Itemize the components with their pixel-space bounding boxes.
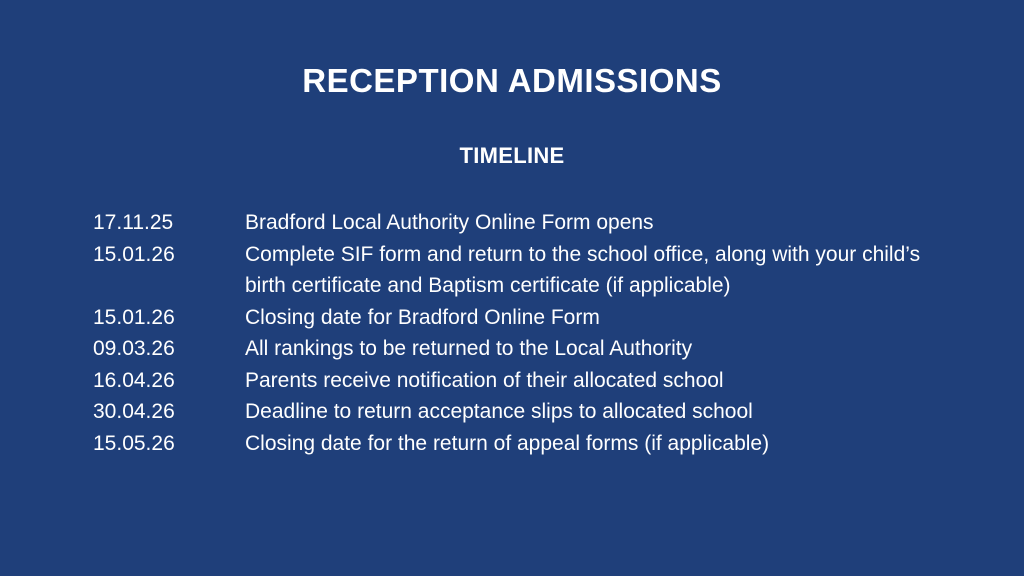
table-row — [93, 396, 938, 428]
table-row — [93, 365, 938, 397]
timeline-description: Complete SIF form and return to the school office, along with your child’s birth certificate and Baptism certificate (if applicable) — [245, 242, 921, 297]
timeline-description: Deadline to return acceptance slips to allocated school — [245, 400, 753, 423]
timeline-date: 09.03.26 — [93, 337, 175, 360]
timeline-description: All rankings to be returned to the Local Authority — [245, 337, 693, 360]
page-title: RECEPTION ADMISSIONS — [302, 62, 722, 99]
timeline-date: 30.04.26 — [93, 400, 175, 423]
table-row — [93, 239, 938, 302]
timeline-description: Bradford Local Authority Online Form opens — [245, 211, 654, 234]
table-row — [93, 333, 938, 365]
table-row — [93, 207, 938, 239]
table-row — [93, 428, 938, 460]
timeline-date: 15.05.26 — [93, 431, 175, 455]
timeline-table — [93, 207, 938, 459]
timeline-date: 16.04.26 — [93, 368, 175, 392]
table-row — [93, 302, 938, 334]
timeline-date: 15.01.26 — [93, 305, 175, 329]
timeline-date: 15.01.26 — [93, 242, 175, 266]
timeline-description: Closing date for Bradford Online Form — [245, 305, 600, 329]
timeline-description: Parents receive notification of their allocated school — [245, 368, 724, 392]
timeline-description: Closing date for the return of appeal forms (if applicable) — [245, 431, 770, 455]
slide-subtitle: TIMELINE — [459, 143, 565, 168]
timeline-date: 17.11.25 — [93, 211, 174, 234]
